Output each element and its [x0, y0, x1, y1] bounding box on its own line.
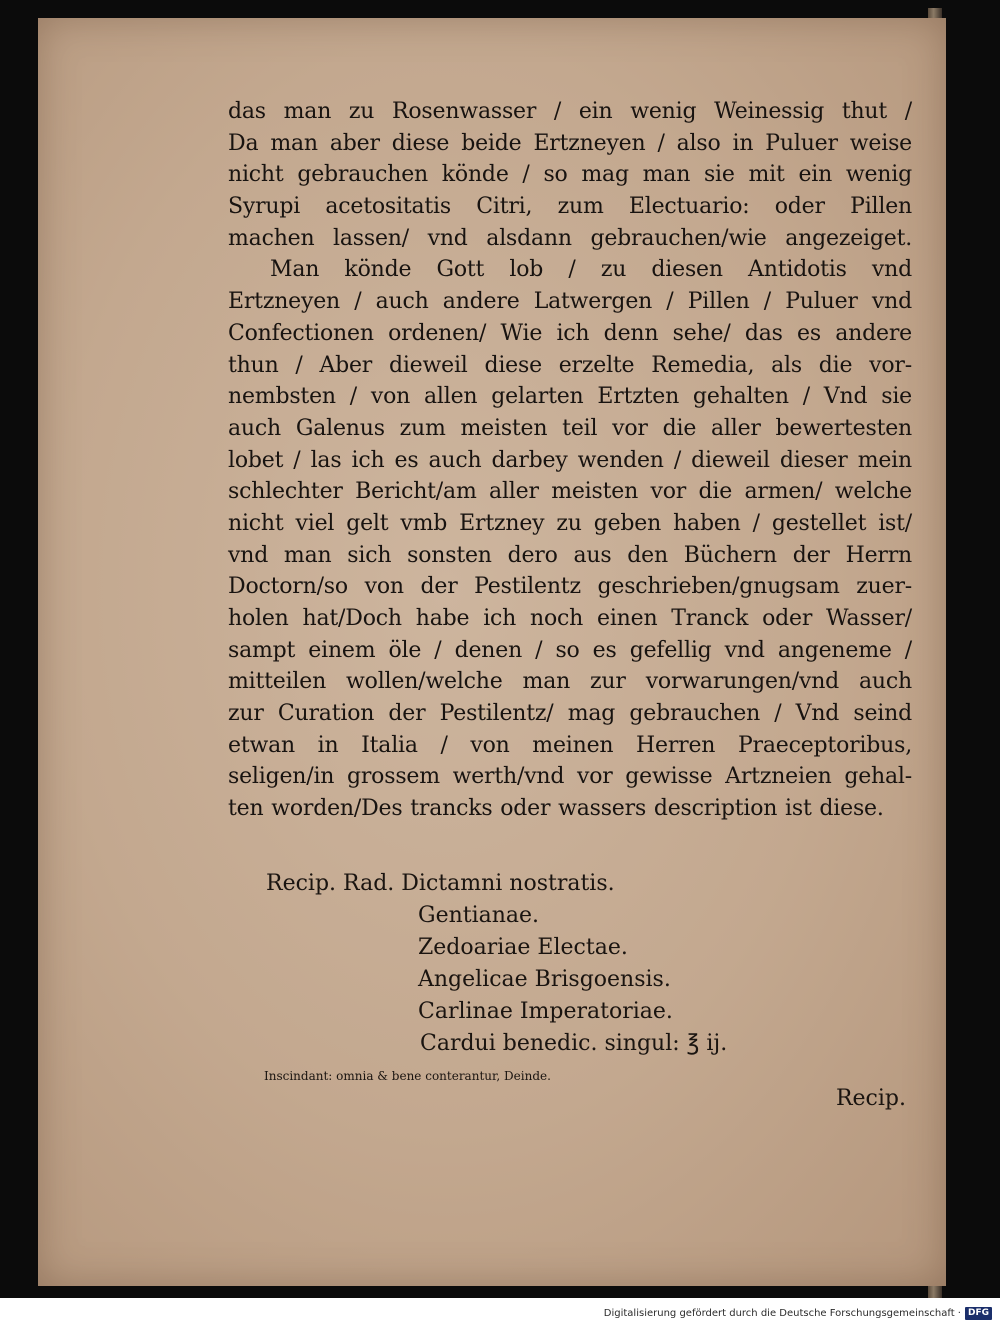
- text-line: nicht gebrauchen könde / so mag man sie mit ein wenig: [228, 162, 912, 188]
- text-line: schlechter Bericht/am aller meisten vor die armen/ welche: [228, 479, 912, 505]
- recipe-block: [266, 868, 916, 1092]
- recipe-head: Recip. Rad. Dictamni nostratis.: [266, 871, 615, 896]
- text-line: vnd man sich sonsten dero aus den Büchern der Herrn: [228, 542, 912, 568]
- recipe-ingredient: Carlinae Imperatoriae.: [418, 999, 673, 1024]
- text-line: nicht viel gelt vmb Ertzney zu geben haben / gestellet ist/: [228, 510, 912, 536]
- text-line: Ertzneyen / auch andere Latwergen / Pillen / Puluer vnd: [228, 289, 912, 315]
- recipe-instruction: Inscindant: omnia & bene conterantur, Deinde.: [264, 1069, 551, 1083]
- footer-credit-text: Digitalisierung gefördert durch die Deutsche Forschungsgemeinschaft ·: [603, 1308, 961, 1319]
- text-line: ten worden/Des trancks oder wassers description ist diese.: [228, 796, 884, 822]
- recipe-ingredient: Zedoariae Electae.: [418, 935, 628, 960]
- catchword: Recip.: [835, 1086, 906, 1111]
- text-line: mitteilen wollen/welche man zur vorwarungen/vnd auch: [228, 669, 912, 695]
- text-line: machen lassen/ vnd alsdann gebrauchen/wie angezeiget.: [228, 225, 912, 251]
- text-line: auch Galenus zum meisten teil vor die aller bewertesten: [228, 415, 912, 441]
- text-line: holen hat/Doch habe ich noch einen Tranck oder Wasser/: [228, 606, 912, 631]
- text-line: Man könde Gott lob / zu diesen Antidotis vnd: [270, 257, 912, 283]
- text-line: seligen/in grossem werth/vnd vor gewisse Artzneien gehal-: [228, 764, 912, 790]
- recipe-ingredient: Cardui benedic. singul: ℥ ij.: [420, 1031, 728, 1056]
- text-line: Syrupi acetositatis Citri, zum Electuario: oder Pillen: [228, 194, 912, 220]
- footer-credit: [604, 1307, 992, 1320]
- text-line: lobet / las ich es auch darbey wenden / dieweil dieser mein: [228, 447, 912, 473]
- text-line: das man zu Rosenwasser / ein wenig Weinessig thut /: [228, 99, 912, 124]
- text-line: thun / Aber dieweil diese erzelte Remedia, als die vor-: [228, 352, 912, 378]
- body-text: [228, 96, 912, 825]
- text-line: Doctorn/so von der Pestilentz geschrieben/gnugsam zuer-: [228, 574, 912, 600]
- text-line: Da man aber diese beide Ertzneyen / also in Puluer weise: [228, 130, 912, 156]
- recipe-ingredient: Gentianae.: [418, 903, 540, 928]
- dfg-logo[interactable]: DFG: [965, 1307, 992, 1320]
- text-line: Confectionen ordenen/ Wie ich denn sehe/ das es andere: [228, 320, 912, 346]
- text-line: sampt einem öle / denen / so es gefellig vnd angeneme /: [228, 637, 912, 663]
- text-line: etwan in Italia / von meinen Herren Praeceptoribus,: [228, 732, 912, 758]
- text-line: nembsten / von allen gelarten Ertzten gehalten / Vnd sie: [228, 384, 912, 410]
- recipe-ingredient: Angelicae Brisgoensis.: [418, 967, 671, 992]
- text-line: zur Curation der Pestilentz/ mag gebrauchen / Vnd seind: [228, 701, 912, 727]
